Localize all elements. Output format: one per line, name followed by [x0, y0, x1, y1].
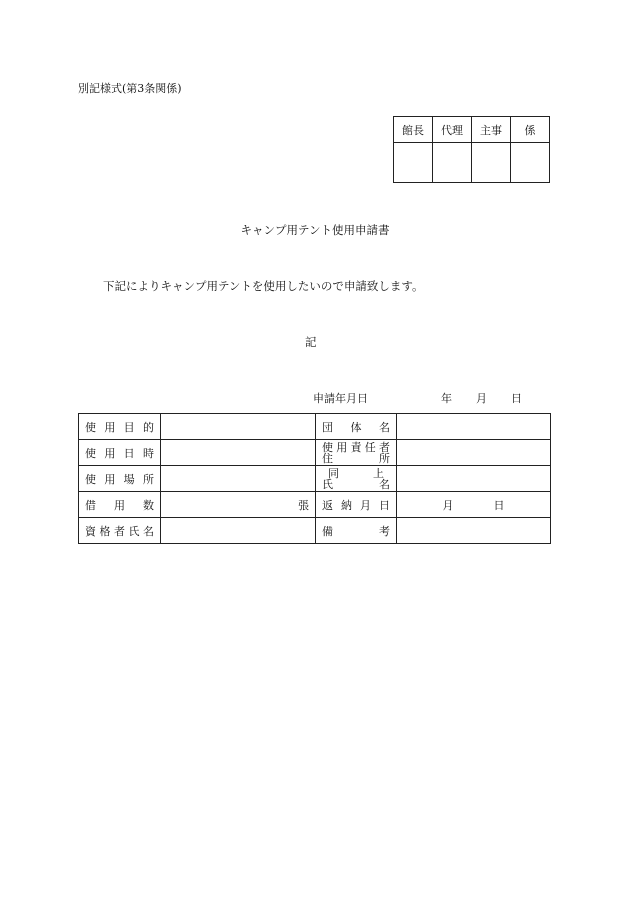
intro-text: 下記によりキャンプ用テントを使用したいので申請致します。	[103, 279, 424, 293]
label-return-date: 返 納 月 日	[316, 492, 397, 518]
remarks-field[interactable]	[397, 518, 551, 544]
form-reference: 別記様式(第3条関係)	[78, 82, 182, 95]
label-same-name: 同 上 氏 名	[316, 466, 397, 492]
label-quantity: 借 用 数	[79, 492, 161, 518]
stamp-header-deputy: 代理	[433, 117, 472, 143]
approval-stamp-table	[393, 116, 550, 183]
stamp-header-director: 館長	[394, 117, 433, 143]
label-applicant-name: 資 格 者 氏 名	[79, 518, 161, 544]
label-manager-address: 使 用 責 任 者 住 所	[316, 440, 397, 466]
quantity-unit: 張	[298, 498, 309, 512]
application-date-month: 月	[476, 392, 487, 405]
quantity-field[interactable]	[161, 492, 316, 518]
stamp-box-staff[interactable]	[511, 143, 550, 183]
application-table	[78, 413, 551, 544]
return-date-field[interactable]	[397, 492, 551, 518]
manager-address-field[interactable]	[397, 440, 551, 466]
return-month-label: 月	[442, 498, 454, 512]
table-row	[79, 466, 551, 492]
application-date-day: 日	[511, 392, 522, 405]
ki-heading: 記	[305, 335, 317, 349]
label-purpose: 使 用 目 的	[79, 414, 161, 440]
applicant-name-field[interactable]	[161, 518, 316, 544]
table-row	[79, 518, 551, 544]
document-title: キャンプ用テント使用申請書	[240, 223, 390, 237]
stamp-header-chief: 主事	[472, 117, 511, 143]
purpose-field[interactable]	[161, 414, 316, 440]
table-row	[79, 414, 551, 440]
application-date-year: 年	[441, 392, 452, 405]
table-row	[79, 440, 551, 466]
label-datetime: 使 用 日 時	[79, 440, 161, 466]
stamp-box-director[interactable]	[394, 143, 433, 183]
stamp-box-chief[interactable]	[472, 143, 511, 183]
place-field[interactable]	[161, 466, 316, 492]
application-date-label: 申請年月日	[313, 392, 368, 405]
same-name-field[interactable]	[397, 466, 551, 492]
stamp-header-staff: 係	[511, 117, 550, 143]
table-row	[79, 492, 551, 518]
group-name-field[interactable]	[397, 414, 551, 440]
stamp-box-deputy[interactable]	[433, 143, 472, 183]
label-group-name: 団 体 名	[316, 414, 397, 440]
return-day-label: 日	[493, 498, 505, 512]
label-remarks: 備 考	[316, 518, 397, 544]
label-place: 使 用 場 所	[79, 466, 161, 492]
datetime-field[interactable]	[161, 440, 316, 466]
